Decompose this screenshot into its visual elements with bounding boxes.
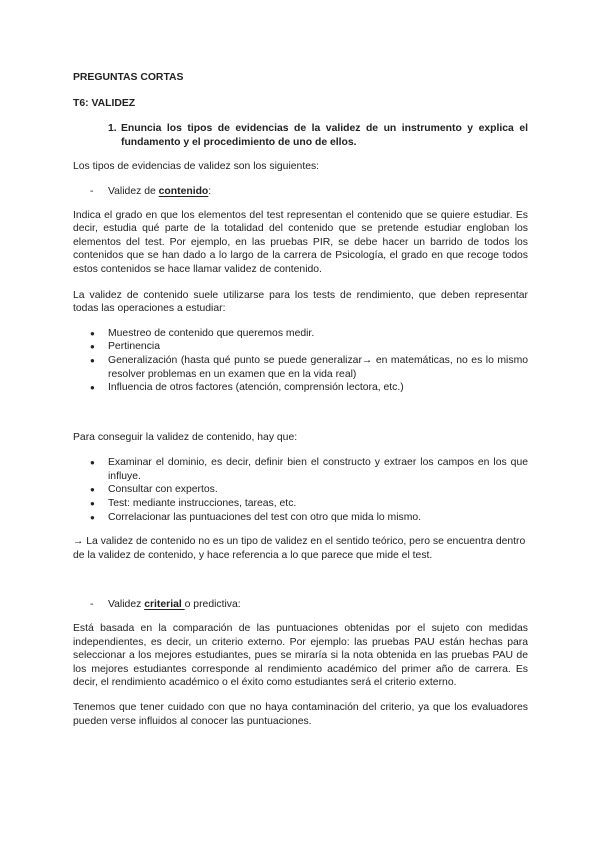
question-1 — [73, 122, 528, 149]
list-item-text: Correlacionar las puntuaciones del test con otro que mida lo mismo. — [108, 511, 422, 523]
heading-suffix: : — [208, 185, 212, 197]
list-item-text: Consultar con expertos. — [108, 484, 218, 496]
list-item-text: Muestreo de contenido que queremos medir. — [108, 327, 315, 339]
list-item-text: Influencia de otros factores (atención, comprensión lectora, etc.) — [108, 382, 404, 394]
question-text: Enuncia los tipos de evidencias de la validez de un instrumento y explica el fundamento y el procedimiento de uno de ellos. — [121, 123, 528, 148]
bullet-icon: ● — [90, 499, 95, 509]
list-item-text: Generalización (hasta qué punto se puede generalizar→ en matemáticas, no es lo mismo resolver problemas en un examen que en la vida real) — [108, 354, 528, 380]
contenido-note: → La validez de contenido no es un tipo de validez en el sentido teórico, pero se encuentra dentro de la validez de contenido, y hace referencia a lo que parece que mide el test. — [73, 536, 526, 561]
bullet-icon: ● — [90, 512, 95, 522]
list-item — [73, 511, 528, 525]
contenido-paragraph-1: Indica el grado en que los elementos del test representan el contenido que se quiere estudiar. Es decir, estudia qué parte de la totalidad del contenido que se pretende estudiar engloban los elementos del test. Por ejemplo, en las pruebas PIR, se debe hacer un barrido de todos los contenidos que se han dado a lo largo de la carrera de Psicología, el grado en que recoge todos estos contenidos se hace llamar validez de contenido. — [73, 209, 528, 275]
contenido-heading — [73, 185, 528, 199]
contenido-paragraph-3: Para conseguir la validez de contenido, hay que: — [73, 431, 298, 443]
list-item — [73, 497, 528, 511]
bullet-icon: ● — [90, 383, 95, 393]
contenido-paragraph-2: La validez de contenido suele utilizarse para los tests de rendimiento, que deben representar todas las operaciones a estudiar: — [73, 289, 528, 315]
list-item-text: Pertinencia — [108, 341, 160, 353]
dash-marker: - — [90, 185, 94, 197]
contenido-list-2 — [73, 456, 528, 524]
list-item-text: Examinar el dominio, es decir, definir bien el constructo y extraer los campos en los que influye. — [108, 457, 528, 482]
bullet-icon: ● — [90, 328, 95, 338]
list-item — [73, 381, 528, 395]
list-item — [73, 483, 528, 497]
document-title: PREGUNTAS CORTAS — [73, 72, 184, 83]
heading-prefix: Validez de — [108, 185, 159, 197]
criterial-paragraph-2: Tenemos que tener cuidado con que no haya contaminación del criterio, ya que los evaluadores pueden verse influidos al conocer las puntuaciones. — [73, 702, 528, 727]
dash-marker: - — [90, 599, 94, 611]
bullet-icon: ● — [90, 342, 95, 352]
list-item-text: Test: mediante instrucciones, tareas, etc. — [108, 498, 297, 510]
question-number: 1. — [108, 123, 117, 135]
section-heading: T6: VALIDEZ — [73, 97, 136, 109]
bullet-icon: ● — [90, 485, 95, 495]
criterial-heading — [73, 598, 528, 612]
criterial-paragraph-1: Está basada en la comparación de las puntuaciones obtenidas por el sujeto con medidas independientes, es decir, un criterio externo. Por ejemplo: las pruebas PAU están hechas para seleccionar a los mejores estudiantes, pues se miraría si la nota obtenida en las pruebas PAU de los mejores estudiantes corresponde al rendimiento académico del primer año de carrera. Es decir, el rendimiento académico o el éxito como estudiantes será el criterio externo. — [73, 623, 528, 689]
contenido-list-1 — [73, 327, 528, 395]
list-item — [73, 456, 528, 483]
list-item — [73, 327, 528, 341]
intro-paragraph: Los tipos de evidencias de validez son los siguientes: — [73, 161, 320, 173]
list-item — [73, 340, 528, 354]
list-item — [73, 354, 528, 381]
heading-keyword: contenido — [158, 185, 209, 197]
heading-prefix: Validez — [108, 599, 145, 611]
heading-suffix: o predictiva: — [184, 599, 241, 611]
bullet-icon: ● — [90, 355, 95, 365]
bullet-icon: ● — [90, 458, 95, 468]
heading-keyword: criterial — [144, 599, 185, 611]
